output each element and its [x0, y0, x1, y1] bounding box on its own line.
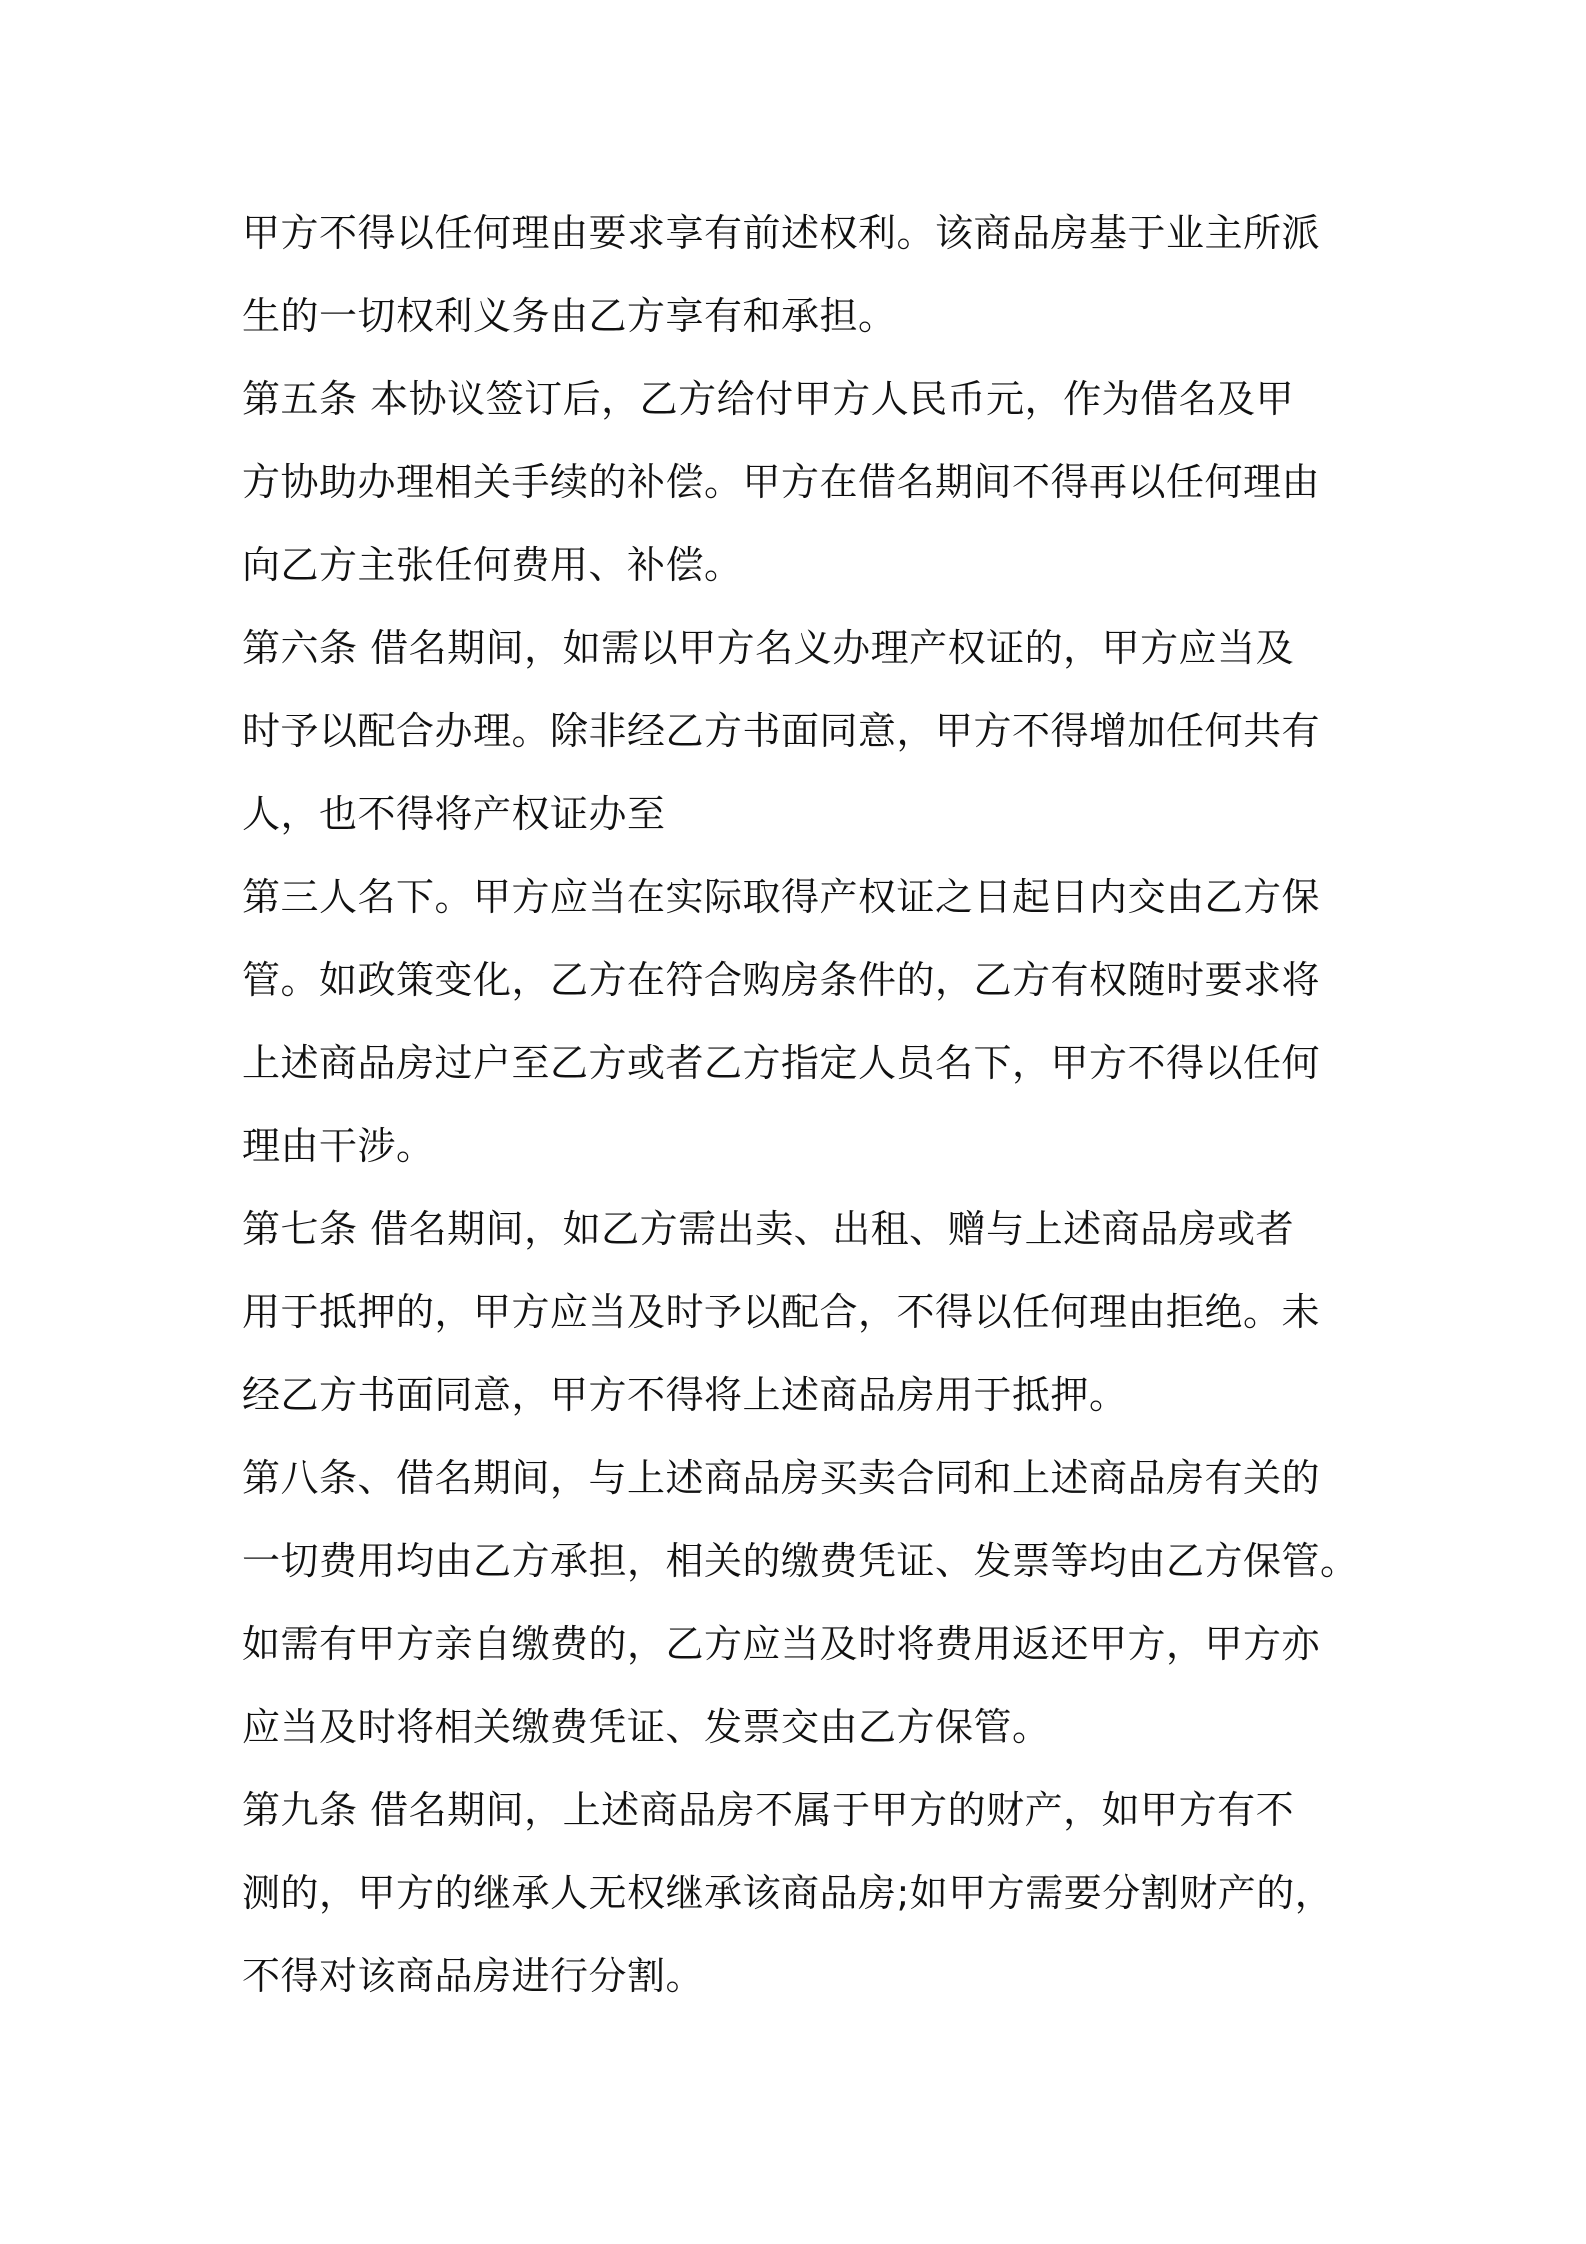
text-line: 向乙方主张任何费用、补偿。 — [242, 543, 743, 587]
text-line: 应当及时将相关缴费凭证、发票交由乙方保管。 — [242, 1705, 1051, 1749]
text-line: 生的一切权利义务由乙方享有和承担。 — [242, 294, 897, 338]
text-line: 用于抵押的，甲方应当及时予以配合，不得以任何理由拒绝。未 — [242, 1290, 1321, 1334]
text-line: 上述商品房过户至乙方或者乙方指定人员名下，甲方不得以任何 — [242, 1041, 1321, 1085]
article-9-line: 第九条 借名期间，上述商品房不属于甲方的财产，如甲方有不 — [242, 1788, 1295, 1832]
text-line: 管。如政策变化，乙方在符合购房条件的，乙方有权随时要求将 — [242, 958, 1321, 1002]
text-line: 甲方不得以任何理由要求享有前述权利。该商品房基于业主所派 — [242, 211, 1321, 255]
text-line: 经乙方书面同意，甲方不得将上述商品房用于抵押。 — [242, 1373, 1128, 1417]
document-body — [242, 192, 1372, 2018]
article-7-line: 第七条 借名期间，如乙方需出卖、出租、赠与上述商品房或者 — [242, 1207, 1295, 1251]
article-8-line: 第八条、借名期间，与上述商品房买卖合同和上述商品房有关的 — [242, 1456, 1321, 1500]
article-5-line: 第五条 本协议签订后，乙方给付甲方人民币元，作为借名及甲 — [242, 377, 1295, 421]
article-6-line: 第六条 借名期间，如需以甲方名义办理产权证的，甲方应当及 — [242, 626, 1295, 670]
text-line: 理由干涉。 — [242, 1124, 435, 1168]
text-line: 不得对该商品房进行分割。 — [242, 1954, 705, 1998]
text-line: 测的，甲方的继承人无权继承该商品房;如甲方需要分割财产的， — [242, 1871, 1334, 1915]
text-line: 方协助办理相关手续的补偿。甲方在借名期间不得再以任何理由 — [242, 460, 1321, 504]
text-line: 一切费用均由乙方承担，相关的缴费凭证、发票等均由乙方保管。 — [242, 1539, 1359, 1583]
text-line: 如需有甲方亲自缴费的，乙方应当及时将费用返还甲方，甲方亦 — [242, 1622, 1321, 1666]
text-line: 人，也不得将产权证办至 — [242, 792, 666, 836]
text-line: 时予以配合办理。除非经乙方书面同意，甲方不得增加任何共有 — [242, 709, 1321, 753]
text-line: 第三人名下。甲方应当在实际取得产权证之日起日内交由乙方保 — [242, 875, 1321, 919]
